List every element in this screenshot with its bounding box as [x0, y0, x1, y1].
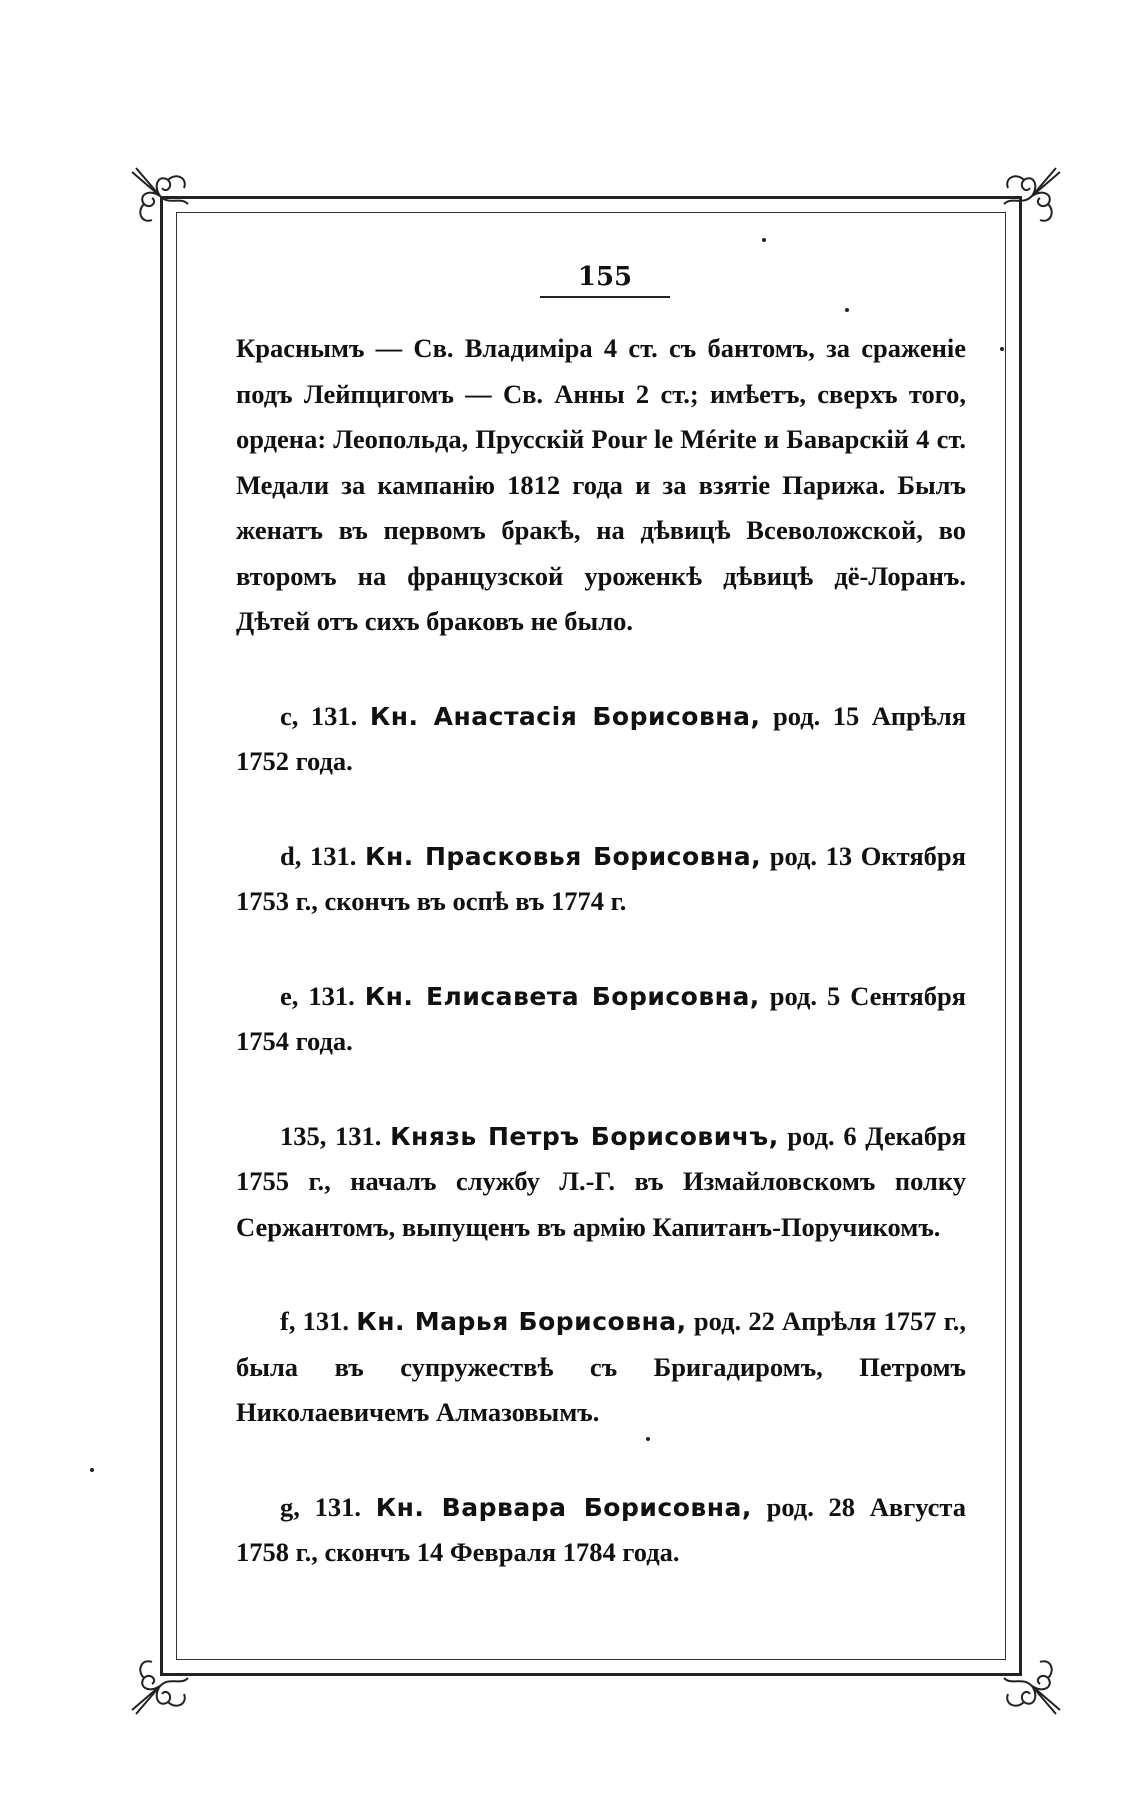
- entry-text: род. 13 Октября 1753 г., скончъ въ оспѣ въ 1774 г.: [236, 840, 966, 916]
- entry-name: Кн. Прасковья Борисовна,: [365, 841, 762, 871]
- entry-text: род. 5 Сентября 1754 года.: [236, 980, 967, 1056]
- continuation-paragraph: Краснымъ — Св. Владиміра 4 ст. съ бантомъ, за сраженіе подъ Лейпцигомъ — Св. Анны 2 ст.; имѣетъ, сверхъ того, ордена: Леопольда, Прусскій Pour le Mérite и Баварскій 4 ст. Медали за кампанію 1812 года и за взятіе Парижа. Былъ женатъ въ первомъ бракѣ, на дѣвицѣ Всеволожской, во второмъ на французской уроженкѣ дѣвицѣ дё-Лоранъ. Дѣтей отъ сихъ браковъ не было.: [236, 333, 966, 636]
- page-number: 155: [540, 262, 670, 298]
- entry-name: Кн. Марья Борисовна,: [356, 1307, 687, 1336]
- page-content: [236, 326, 966, 1576]
- entry-text: род. 22 Апрѣля 1757 г., была въ супружествѣ съ Бригадиромъ, Петромъ Николаевичемъ Алмазовымъ.: [236, 1306, 967, 1427]
- print-speck: [762, 238, 766, 242]
- entry-number: c, 131.: [280, 700, 358, 731]
- print-speck: [1000, 347, 1004, 351]
- entry-number: f, 131.: [280, 1306, 350, 1336]
- corner-ornament-icon: [992, 166, 1062, 236]
- corner-ornament-icon: [992, 1646, 1062, 1716]
- entry-text: род. 15 Апрѣля 1752 года.: [236, 700, 967, 776]
- entry-name: Кн. Варвара Борисовна,: [375, 1492, 752, 1522]
- entry-text: род. 6 Декабря 1755 г., началъ службу Л.-Г. въ Измайловскомъ полку Сержантомъ, выпущенъ въ армію Капитанъ-Поручикомъ.: [236, 1120, 967, 1242]
- print-speck: [646, 1437, 650, 1441]
- genealogy-entry: [236, 834, 966, 925]
- entry-name: Кн. Анастасія Борисовна,: [369, 701, 761, 731]
- entry-number: e, 131.: [280, 980, 355, 1011]
- genealogy-entry: [236, 1485, 966, 1576]
- genealogy-entry: [236, 974, 966, 1065]
- genealogy-entry: [236, 1299, 966, 1436]
- corner-ornament-icon: [130, 166, 200, 236]
- print-speck: [90, 1468, 94, 1472]
- entry-number: d, 131.: [280, 840, 357, 871]
- entry-number: 135, 131.: [280, 1120, 382, 1151]
- entry-text: род. 28 Августа 1758 г., скончъ 14 Февраля 1784 года.: [236, 1491, 967, 1567]
- genealogy-entry: [236, 694, 966, 785]
- entry-name: Кн. Елисавета Борисовна,: [364, 981, 760, 1011]
- print-speck: [845, 308, 849, 312]
- genealogy-entry: [236, 1114, 966, 1251]
- entry-name: Князь Петръ Борисовичъ,: [390, 1121, 779, 1151]
- corner-ornament-icon: [130, 1646, 200, 1716]
- entry-number: g, 131.: [280, 1491, 361, 1522]
